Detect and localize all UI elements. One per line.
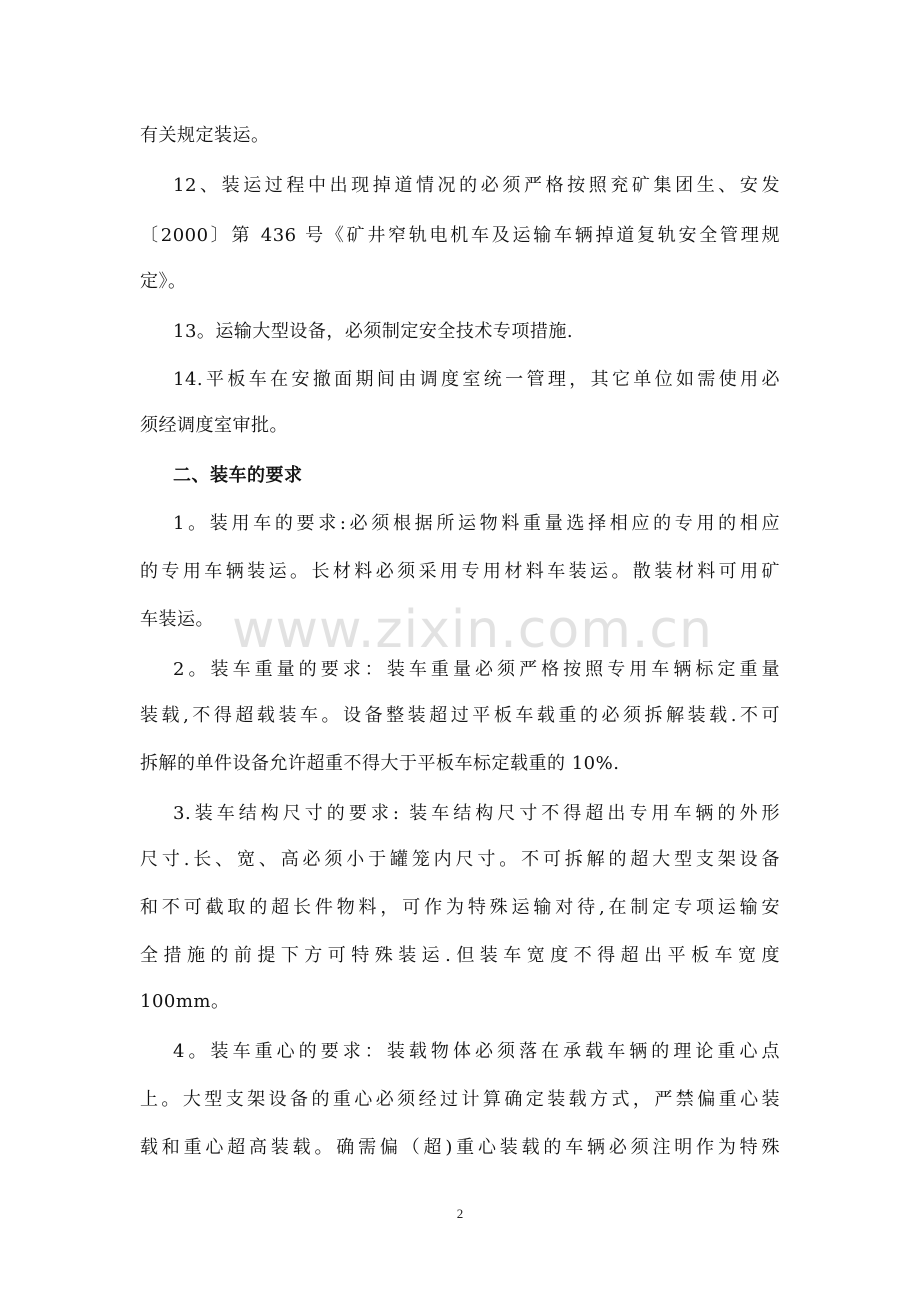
paragraph-line: 尺寸.长、宽、高必须小于罐笼内尺寸。不可拆解的超大型支架设备 bbox=[140, 849, 780, 870]
paragraph-line: 有关规定装运。 bbox=[140, 125, 270, 146]
paragraph-line: 装载,不得超载装车。设备整装超过平板车载重的必须拆解装载.不可 bbox=[140, 705, 780, 726]
paragraph-line: 全措施的前提下方可特殊装运.但装车宽度不得超出平板车宽度 bbox=[140, 945, 780, 966]
page-number: 2 bbox=[456, 1206, 464, 1221]
watermark: www.zixin.com.cn bbox=[232, 600, 713, 660]
paragraph-line: 12、装运过程中出现掉道情况的必须严格按照兖矿集团生、安发 bbox=[173, 175, 780, 196]
paragraph-line: 拆解的单件设备允许超重不得大于平板车标定载重的 10%. bbox=[140, 753, 620, 774]
paragraph-line: 和不可截取的超长件物料，可作为特殊运输对待,在制定专项运输安 bbox=[140, 897, 780, 918]
paragraph-line: 车装运。 bbox=[140, 609, 214, 630]
paragraph-line: 100mm。 bbox=[140, 991, 230, 1012]
paragraph-line: 3.装车结构尺寸的要求: 装车结构尺寸不得超出专用车辆的外形 bbox=[173, 803, 780, 824]
paragraph-line: 〔2000〕第 436 号《矿井窄轨电机车及运输车辆掉道复轨安全管理规 bbox=[140, 225, 780, 246]
paragraph-line: 定》。 bbox=[140, 271, 187, 292]
paragraph-line: 13。运输大型设备，必须制定安全技术专项措施. bbox=[173, 321, 574, 342]
section-heading: 二、装车的要求 bbox=[173, 465, 303, 486]
paragraph-line: 1。装用车的要求:必须根据所运物料重量选择相应的专用的相应 bbox=[173, 513, 780, 534]
paragraph-line: 须经调度室审批。 bbox=[140, 415, 288, 436]
paragraph-line: 4。装车重心的要求：装载物体必须落在承载车辆的理论重心点 bbox=[173, 1041, 780, 1062]
paragraph-line: 上。大型支架设备的重心必须经过计算确定装载方式，严禁偏重心装 bbox=[140, 1089, 780, 1110]
paragraph-line: 载和重心超高装载。确需偏（超)重心装载的车辆必须注明作为特殊 bbox=[140, 1137, 780, 1158]
paragraph-line: 14.平板车在安撤面期间由调度室统一管理，其它单位如需使用必 bbox=[173, 369, 780, 390]
paragraph-line: 2。装车重量的要求：装车重量必须严格按照专用车辆标定重量 bbox=[173, 659, 780, 680]
paragraph-line: 的专用车辆装运。长材料必须采用专用材料车装运。散装材料可用矿 bbox=[140, 561, 780, 582]
